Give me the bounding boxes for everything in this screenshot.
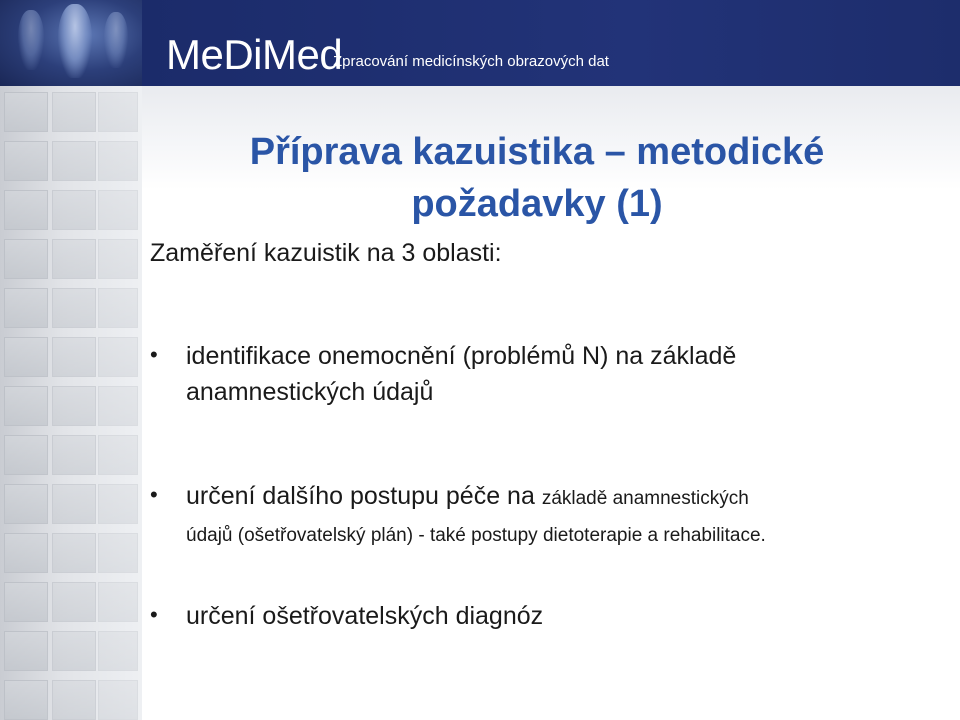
strip-column (98, 92, 138, 720)
intro-text: Zaměření kazuistik na 3 oblasti: (150, 239, 502, 267)
bullet-text (186, 338, 956, 410)
bullet-text (186, 478, 956, 554)
slide-title-line: požadavky (1) (411, 183, 663, 225)
strip-column (52, 92, 96, 720)
bullet-text (186, 598, 956, 634)
medimed-logo: MeDiMed (166, 31, 343, 78)
bullet-line: určení ošetřovatelských diagnóz (186, 602, 544, 630)
bullet-lead-text: určení dalšího postupu péče na (186, 482, 542, 510)
strip-column (4, 92, 48, 720)
bullet-dot-icon: • (150, 602, 158, 627)
slide-title-line: Příprava kazuistika – metodické (249, 131, 825, 173)
medical-scan-image (0, 0, 142, 86)
bullet-small-text: základě anamnestických (541, 488, 749, 509)
bullet-dot-icon: • (150, 342, 158, 367)
bullet-line: identifikace onemocnění (problémů N) na základě (186, 342, 737, 370)
bullet-line (186, 478, 956, 518)
header-subtitle: Zpracování medicínských obrazových dat (333, 53, 609, 70)
bullet-line: údajů (ošetřovatelský plán) - také postupy dietoterapie a rehabilitace. (186, 525, 766, 546)
left-decorative-strip (0, 0, 142, 720)
bullet-dot-icon: • (150, 482, 158, 507)
slide-title (142, 126, 932, 230)
bullet-line: anamnestických údajů (186, 378, 434, 406)
